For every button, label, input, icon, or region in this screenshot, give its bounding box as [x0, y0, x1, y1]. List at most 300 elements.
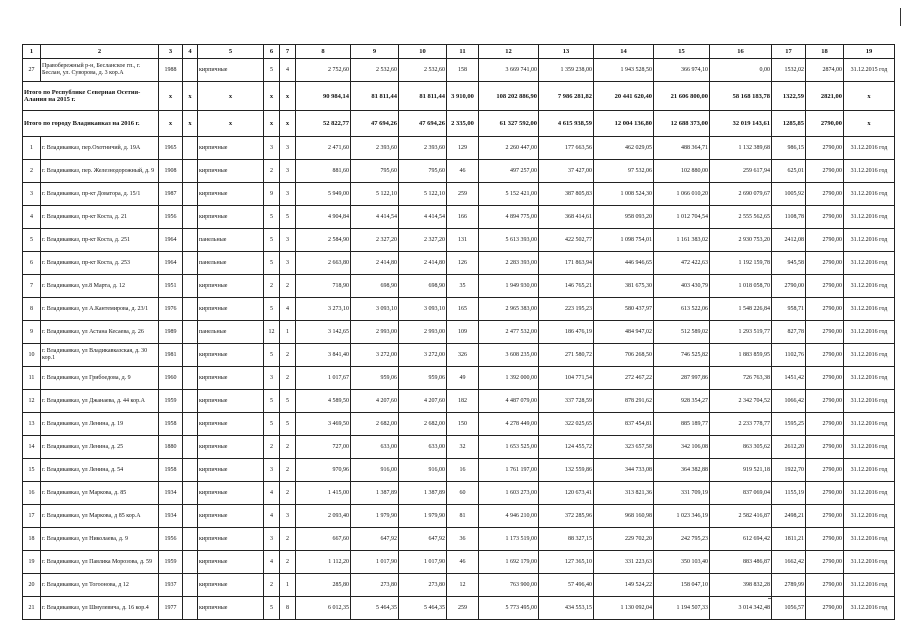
area-cell: 2 327,20 — [351, 229, 399, 252]
local-budget-cell: 331 709,19 — [654, 482, 710, 505]
address-cell: г. Владикавказ, ул Владикавказская, д. 30 кор.1 — [41, 344, 159, 367]
entrances-cell: 2 — [280, 275, 296, 298]
empty-cell — [183, 59, 198, 82]
floors-cell: 5 — [264, 298, 280, 321]
cost-total-cell: 2 260 447,00 — [479, 137, 539, 160]
address-cell: г. Владикавказ, ул Тогоонова, д 12 — [41, 574, 159, 597]
area-cell: 959,06 — [351, 367, 399, 390]
entrances-cell: 2 — [280, 482, 296, 505]
living-area-cell: 4 207,60 — [399, 390, 447, 413]
column-number: 2 — [41, 45, 159, 59]
cost-total-cell: 497 257,00 — [479, 160, 539, 183]
wall-material-cell: кирпичные — [198, 482, 264, 505]
area-cell: 698,90 — [351, 275, 399, 298]
max-cost-cell: 2790,00 — [806, 344, 844, 367]
address-cell: г. Владикавказ, пр-кт Коста, д. 253 — [41, 252, 159, 275]
table-row — [23, 436, 895, 459]
year-cell: 1976 — [159, 298, 183, 321]
empty-cell — [183, 344, 198, 367]
local-budget-cell: 512 589,02 — [654, 321, 710, 344]
max-cost-cell: 2874,00 — [806, 59, 844, 82]
total-label: Итого по Республике Северная Осетия-Алания на 2015 г. — [23, 82, 159, 111]
address-cell: г. Владикавказ, пер.Охотничий, д. 19А — [41, 137, 159, 160]
total-area-cell: 2 584,90 — [296, 229, 351, 252]
column-number: 19 — [844, 45, 895, 59]
entrances-cell: 8 — [280, 597, 296, 620]
entrances-cell: 2 — [280, 551, 296, 574]
total-sum: 2821,00 — [806, 82, 844, 111]
empty-cell — [183, 505, 198, 528]
total-sum: 58 168 183,78 — [710, 82, 772, 111]
living-area-cell: 5 122,10 — [399, 183, 447, 206]
deadline-cell: 31.12.2016 год — [844, 344, 895, 367]
year-cell: 1956 — [159, 206, 183, 229]
fund-cell: 37 427,00 — [539, 160, 594, 183]
empty-cell — [183, 275, 198, 298]
row-number: 21 — [23, 597, 41, 620]
max-cost-cell: 2790,00 — [806, 298, 844, 321]
budget-cell: 706 268,50 — [594, 344, 654, 367]
empty-cell — [183, 413, 198, 436]
empty-cell — [183, 252, 198, 275]
living-area-cell: 2 393,60 — [399, 137, 447, 160]
table-row — [23, 413, 895, 436]
year-cell: 1959 — [159, 551, 183, 574]
total-area: 47 694,26 — [351, 111, 399, 137]
deadline-cell: 31.12.2016 год — [844, 229, 895, 252]
cost-total-cell: 4 894 775,00 — [479, 206, 539, 229]
deadline-cell: 31.12.2016 год — [844, 206, 895, 229]
unit-cost-cell: 1005,92 — [772, 183, 806, 206]
local-budget-cell: 242 795,23 — [654, 528, 710, 551]
row-number: 1 — [23, 137, 41, 160]
area-cell: 3 272,00 — [351, 344, 399, 367]
entrances-cell: 1 — [280, 321, 296, 344]
total-mark: x — [280, 111, 296, 137]
living-area-cell: 1 387,89 — [399, 482, 447, 505]
fund-cell: 271 580,72 — [539, 344, 594, 367]
owners-funds-cell: 612 694,42 — [710, 528, 772, 551]
cost-total-cell: 2 283 393,00 — [479, 252, 539, 275]
entrances-cell: 3 — [280, 229, 296, 252]
total-residents: 2 335,00 — [447, 111, 479, 137]
owners-funds-cell: 919 521,18 — [710, 459, 772, 482]
area-cell: 4 414,54 — [351, 206, 399, 229]
row-number: 9 — [23, 321, 41, 344]
local-budget-cell: 1 023 346,19 — [654, 505, 710, 528]
total-area: 90 984,14 — [296, 82, 351, 111]
column-number: 13 — [539, 45, 594, 59]
max-cost-cell: 2790,00 — [806, 275, 844, 298]
floors-cell: 5 — [264, 252, 280, 275]
deadline-cell: 31.12.2016 год — [844, 160, 895, 183]
cost-total-cell: 1 603 273,00 — [479, 482, 539, 505]
residents-cell: 32 — [447, 436, 479, 459]
total-area: 81 811,44 — [351, 82, 399, 111]
max-cost-cell: 2790,00 — [806, 160, 844, 183]
fund-cell: 186 476,19 — [539, 321, 594, 344]
unit-cost-cell: 2498,21 — [772, 505, 806, 528]
wall-material-cell: панельные — [198, 252, 264, 275]
local-budget-cell: 403 430,79 — [654, 275, 710, 298]
total-area-cell: 2 663,80 — [296, 252, 351, 275]
living-area-cell: 916,00 — [399, 459, 447, 482]
total-sum: 21 606 800,00 — [654, 82, 710, 111]
budget-cell: 97 532,06 — [594, 160, 654, 183]
year-cell: 1934 — [159, 482, 183, 505]
deadline-cell: 31.12.2016 год — [844, 505, 895, 528]
total-area-cell: 4 904,84 — [296, 206, 351, 229]
total-sum: 32 019 143,61 — [710, 111, 772, 137]
empty-cell — [183, 597, 198, 620]
deadline-cell: 31.12.2016 год — [844, 482, 895, 505]
floors-cell: 5 — [264, 597, 280, 620]
table-row — [23, 574, 895, 597]
entrances-cell: 2 — [280, 344, 296, 367]
address-cell: г. Владикавказ, ул Маркова, д 85 кор.А — [41, 505, 159, 528]
total-area-cell: 285,80 — [296, 574, 351, 597]
fund-cell: 127 365,10 — [539, 551, 594, 574]
address-cell: г. Владикавказ, ул Ленина, д. 25 — [41, 436, 159, 459]
row-number: 16 — [23, 482, 41, 505]
cost-total-cell: 1 392 000,00 — [479, 367, 539, 390]
empty-cell — [183, 482, 198, 505]
residents-cell: 166 — [447, 206, 479, 229]
table-row — [23, 459, 895, 482]
total-mark: x — [844, 111, 895, 137]
empty-cell — [183, 367, 198, 390]
deadline-cell: 31.12.2016 год — [844, 252, 895, 275]
area-cell: 5 464,35 — [351, 597, 399, 620]
total-area-cell: 3 469,50 — [296, 413, 351, 436]
table-row — [23, 390, 895, 413]
row-number: 4 — [23, 206, 41, 229]
wall-material-cell: кирпичные — [198, 528, 264, 551]
budget-cell: 580 437,97 — [594, 298, 654, 321]
table-row — [23, 482, 895, 505]
owners-funds-cell: 2 555 562,65 — [710, 206, 772, 229]
wall-material-cell: кирпичные — [198, 367, 264, 390]
floors-cell: 4 — [264, 551, 280, 574]
address-cell: г. Владикавказ, пер. Железнодорожный, д. 9 — [41, 160, 159, 183]
row-number: 10 — [23, 344, 41, 367]
wall-material-cell: кирпичные — [198, 59, 264, 82]
unit-cost-cell: 958,71 — [772, 298, 806, 321]
unit-cost-cell: 986,15 — [772, 137, 806, 160]
total-sum: 1285,85 — [772, 111, 806, 137]
wall-material-cell: кирпичные — [198, 551, 264, 574]
year-cell: 1908 — [159, 160, 183, 183]
wall-material-cell: кирпичные — [198, 298, 264, 321]
local-budget-cell: 928 354,27 — [654, 390, 710, 413]
unit-cost-cell: 1066,42 — [772, 390, 806, 413]
max-cost-cell: 2790,00 — [806, 528, 844, 551]
address-cell: г. Владикавказ, ул Шмулевича, д. 16 кор.4 — [41, 597, 159, 620]
table-row — [23, 137, 895, 160]
total-area-cell: 1 415,00 — [296, 482, 351, 505]
floors-cell: 3 — [264, 528, 280, 551]
residents-cell: 109 — [447, 321, 479, 344]
living-area-cell: 5 464,35 — [399, 597, 447, 620]
total-area-cell: 5 949,00 — [296, 183, 351, 206]
fund-cell: 57 496,40 — [539, 574, 594, 597]
cost-total-cell: 1 173 519,00 — [479, 528, 539, 551]
living-area-cell: 633,00 — [399, 436, 447, 459]
year-cell: 1959 — [159, 390, 183, 413]
owners-funds-cell: 1 018 058,70 — [710, 275, 772, 298]
owners-funds-cell: 1 293 519,77 — [710, 321, 772, 344]
fund-cell: 146 765,21 — [539, 275, 594, 298]
fund-cell: 1 359 238,00 — [539, 59, 594, 82]
empty-cell — [183, 528, 198, 551]
deadline-cell: 31.12.2016 год — [844, 183, 895, 206]
cost-total-cell: 763 900,00 — [479, 574, 539, 597]
owners-funds-cell: 837 069,04 — [710, 482, 772, 505]
owners-funds-cell: 1 548 226,84 — [710, 298, 772, 321]
floors-cell: 5 — [264, 59, 280, 82]
deadline-cell: 31.12.2016 год — [844, 597, 895, 620]
max-cost-cell: 2790,00 — [806, 597, 844, 620]
total-area-cell: 3 142,65 — [296, 321, 351, 344]
total-mark: x — [264, 111, 280, 137]
year-cell: 1880 — [159, 436, 183, 459]
table-row — [23, 505, 895, 528]
budget-cell: 381 675,30 — [594, 275, 654, 298]
total-sum: 1322,59 — [772, 82, 806, 111]
row-number: 5 — [23, 229, 41, 252]
year-cell: 1956 — [159, 528, 183, 551]
entrances-cell: 1 — [280, 574, 296, 597]
row-number: 7 — [23, 275, 41, 298]
fund-cell: 372 285,96 — [539, 505, 594, 528]
total-area-cell: 727,00 — [296, 436, 351, 459]
unit-cost-cell: 1155,19 — [772, 482, 806, 505]
fund-cell: 177 663,56 — [539, 137, 594, 160]
total-sum: 61 327 592,00 — [479, 111, 539, 137]
area-cell: 795,60 — [351, 160, 399, 183]
total-sum: 12 004 136,80 — [594, 111, 654, 137]
residents-cell: 12 — [447, 574, 479, 597]
living-area-cell: 3 093,10 — [399, 298, 447, 321]
owners-funds-cell: 726 763,38 — [710, 367, 772, 390]
area-cell: 2 532,60 — [351, 59, 399, 82]
max-cost-cell: 2790,00 — [806, 206, 844, 229]
residents-cell: 259 — [447, 183, 479, 206]
row-number: 20 — [23, 574, 41, 597]
row-number: 15 — [23, 459, 41, 482]
local-budget-cell: 885 189,77 — [654, 413, 710, 436]
local-budget-cell: 613 522,06 — [654, 298, 710, 321]
column-number: 11 — [447, 45, 479, 59]
column-number: 12 — [479, 45, 539, 59]
owners-funds-cell: 2 233 778,77 — [710, 413, 772, 436]
total-area: 81 811,44 — [399, 82, 447, 111]
cost-total-cell: 1 761 197,00 — [479, 459, 539, 482]
entrances-cell: 2 — [280, 528, 296, 551]
budget-cell: 331 223,63 — [594, 551, 654, 574]
entrances-cell: 4 — [280, 298, 296, 321]
empty-cell — [183, 298, 198, 321]
column-number: 18 — [806, 45, 844, 59]
living-area-cell: 2 682,00 — [399, 413, 447, 436]
wall-material-cell: панельные — [198, 321, 264, 344]
total-area-cell: 2 471,60 — [296, 137, 351, 160]
address-cell: г. Владикавказ, ул Павлика Морозова, д. 59 — [41, 551, 159, 574]
residents-cell: 36 — [447, 528, 479, 551]
table-row — [23, 206, 895, 229]
entrances-cell: 2 — [280, 436, 296, 459]
owners-funds-cell: 259 617,94 — [710, 160, 772, 183]
floors-cell: 4 — [264, 505, 280, 528]
total-sum: 20 441 620,40 — [594, 82, 654, 111]
column-number: 16 — [710, 45, 772, 59]
fund-cell: 104 771,54 — [539, 367, 594, 390]
budget-cell: 1 008 524,30 — [594, 183, 654, 206]
total-area-cell: 2 752,60 — [296, 59, 351, 82]
unit-cost-cell: 2412,08 — [772, 229, 806, 252]
area-cell: 273,80 — [351, 574, 399, 597]
area-cell: 2 414,80 — [351, 252, 399, 275]
deadline-cell: 31.12.2016 год — [844, 298, 895, 321]
living-area-cell: 273,80 — [399, 574, 447, 597]
scan-speck — [768, 598, 771, 599]
row-number: 13 — [23, 413, 41, 436]
floors-cell: 3 — [264, 459, 280, 482]
local-budget-cell: 102 880,00 — [654, 160, 710, 183]
year-cell: 1958 — [159, 413, 183, 436]
address-cell: г. Владикавказ, ул Маркова, д. 85 — [41, 482, 159, 505]
deadline-cell: 31.12.2016 год — [844, 321, 895, 344]
total-area-cell: 6 012,35 — [296, 597, 351, 620]
total-area: 52 822,77 — [296, 111, 351, 137]
owners-funds-cell: 398 832,28 — [710, 574, 772, 597]
fund-cell: 368 414,61 — [539, 206, 594, 229]
total-area-cell: 667,60 — [296, 528, 351, 551]
column-number: 7 — [280, 45, 296, 59]
empty-cell — [183, 321, 198, 344]
column-number: 1 — [23, 45, 41, 59]
fund-cell: 124 455,72 — [539, 436, 594, 459]
row-number: 6 — [23, 252, 41, 275]
column-number-row — [23, 45, 895, 59]
entrances-cell: 2 — [280, 367, 296, 390]
wall-material-cell: кирпичные — [198, 183, 264, 206]
floors-cell: 2 — [264, 574, 280, 597]
local-budget-cell: 287 997,86 — [654, 367, 710, 390]
owners-funds-cell: 2 342 704,52 — [710, 390, 772, 413]
entrances-cell: 5 — [280, 390, 296, 413]
empty-cell — [183, 183, 198, 206]
area-cell: 1 017,90 — [351, 551, 399, 574]
entrances-cell: 4 — [280, 59, 296, 82]
total-mark: x — [280, 82, 296, 111]
column-number: 10 — [399, 45, 447, 59]
address-cell: г. Владикавказ, ул Николаева, д. 9 — [41, 528, 159, 551]
total-mark: x — [264, 82, 280, 111]
unit-cost-cell: 827,78 — [772, 321, 806, 344]
owners-funds-cell: 2 690 079,67 — [710, 183, 772, 206]
table-row — [23, 275, 895, 298]
total-mark: x — [159, 82, 183, 111]
wall-material-cell: кирпичные — [198, 275, 264, 298]
address-cell: г. Владикавказ, пр-кт Коста, д. 251 — [41, 229, 159, 252]
cost-total-cell: 5 613 393,00 — [479, 229, 539, 252]
housing-repair-table — [22, 44, 895, 620]
residents-cell: 49 — [447, 367, 479, 390]
total-residents: 3 910,00 — [447, 82, 479, 111]
max-cost-cell: 2790,00 — [806, 367, 844, 390]
living-area-cell: 2 532,60 — [399, 59, 447, 82]
address-cell: г. Владикавказ, ул Астана Кесаева, д. 26 — [41, 321, 159, 344]
deadline-cell: 31.12.2016 год — [844, 436, 895, 459]
wall-material-cell: панельные — [198, 229, 264, 252]
year-cell: 1965 — [159, 137, 183, 160]
column-number: 3 — [159, 45, 183, 59]
address-cell: г. Владикавказ, пр-кт Доватора, д. 15/1 — [41, 183, 159, 206]
entrances-cell: 5 — [280, 206, 296, 229]
floors-cell: 3 — [264, 367, 280, 390]
year-cell: 1977 — [159, 597, 183, 620]
cost-total-cell: 5 152 421,00 — [479, 183, 539, 206]
column-number: 6 — [264, 45, 280, 59]
table-row — [23, 321, 895, 344]
unit-cost-cell: 1532,02 — [772, 59, 806, 82]
cost-total-cell: 4 487 079,00 — [479, 390, 539, 413]
column-number: 15 — [654, 45, 710, 59]
entrances-cell: 5 — [280, 413, 296, 436]
total-label: Итого по городу Владикавказ на 2016 г. — [23, 111, 159, 137]
max-cost-cell: 2790,00 — [806, 390, 844, 413]
row-number: 19 — [23, 551, 41, 574]
unit-cost-cell: 1108,78 — [772, 206, 806, 229]
budget-cell: 149 524,22 — [594, 574, 654, 597]
address-cell: г. Владикавказ, ул Джанаева, д. 44 кор.А — [41, 390, 159, 413]
local-budget-cell: 366 974,10 — [654, 59, 710, 82]
budget-cell: 968 160,98 — [594, 505, 654, 528]
total-area-cell: 1 112,20 — [296, 551, 351, 574]
local-budget-cell: 746 525,82 — [654, 344, 710, 367]
floors-cell: 12 — [264, 321, 280, 344]
living-area-cell: 795,60 — [399, 160, 447, 183]
unit-cost-cell: 1056,57 — [772, 597, 806, 620]
row-number: 8 — [23, 298, 41, 321]
total-area-cell: 4 589,50 — [296, 390, 351, 413]
cost-total-cell: 4 946 210,00 — [479, 505, 539, 528]
residents-cell: 131 — [447, 229, 479, 252]
residents-cell: 129 — [447, 137, 479, 160]
cost-total-cell: 1 653 525,00 — [479, 436, 539, 459]
year-cell: 1964 — [159, 252, 183, 275]
table-row — [23, 252, 895, 275]
table-row — [23, 597, 895, 620]
cost-total-cell: 5 773 495,00 — [479, 597, 539, 620]
fund-cell: 223 195,23 — [539, 298, 594, 321]
budget-cell: 837 454,81 — [594, 413, 654, 436]
row-number: 2 — [23, 160, 41, 183]
local-budget-cell: 158 047,10 — [654, 574, 710, 597]
owners-funds-cell: 1 132 389,68 — [710, 137, 772, 160]
column-number: 9 — [351, 45, 399, 59]
unit-cost-cell: 2612,20 — [772, 436, 806, 459]
total-area-cell: 2 093,40 — [296, 505, 351, 528]
deadline-cell: 31.12.2016 год — [844, 367, 895, 390]
empty-cell — [183, 551, 198, 574]
budget-cell: 272 467,22 — [594, 367, 654, 390]
area-cell: 2 993,00 — [351, 321, 399, 344]
max-cost-cell: 2790,00 — [806, 459, 844, 482]
local-budget-cell: 472 422,63 — [654, 252, 710, 275]
empty-cell — [183, 390, 198, 413]
